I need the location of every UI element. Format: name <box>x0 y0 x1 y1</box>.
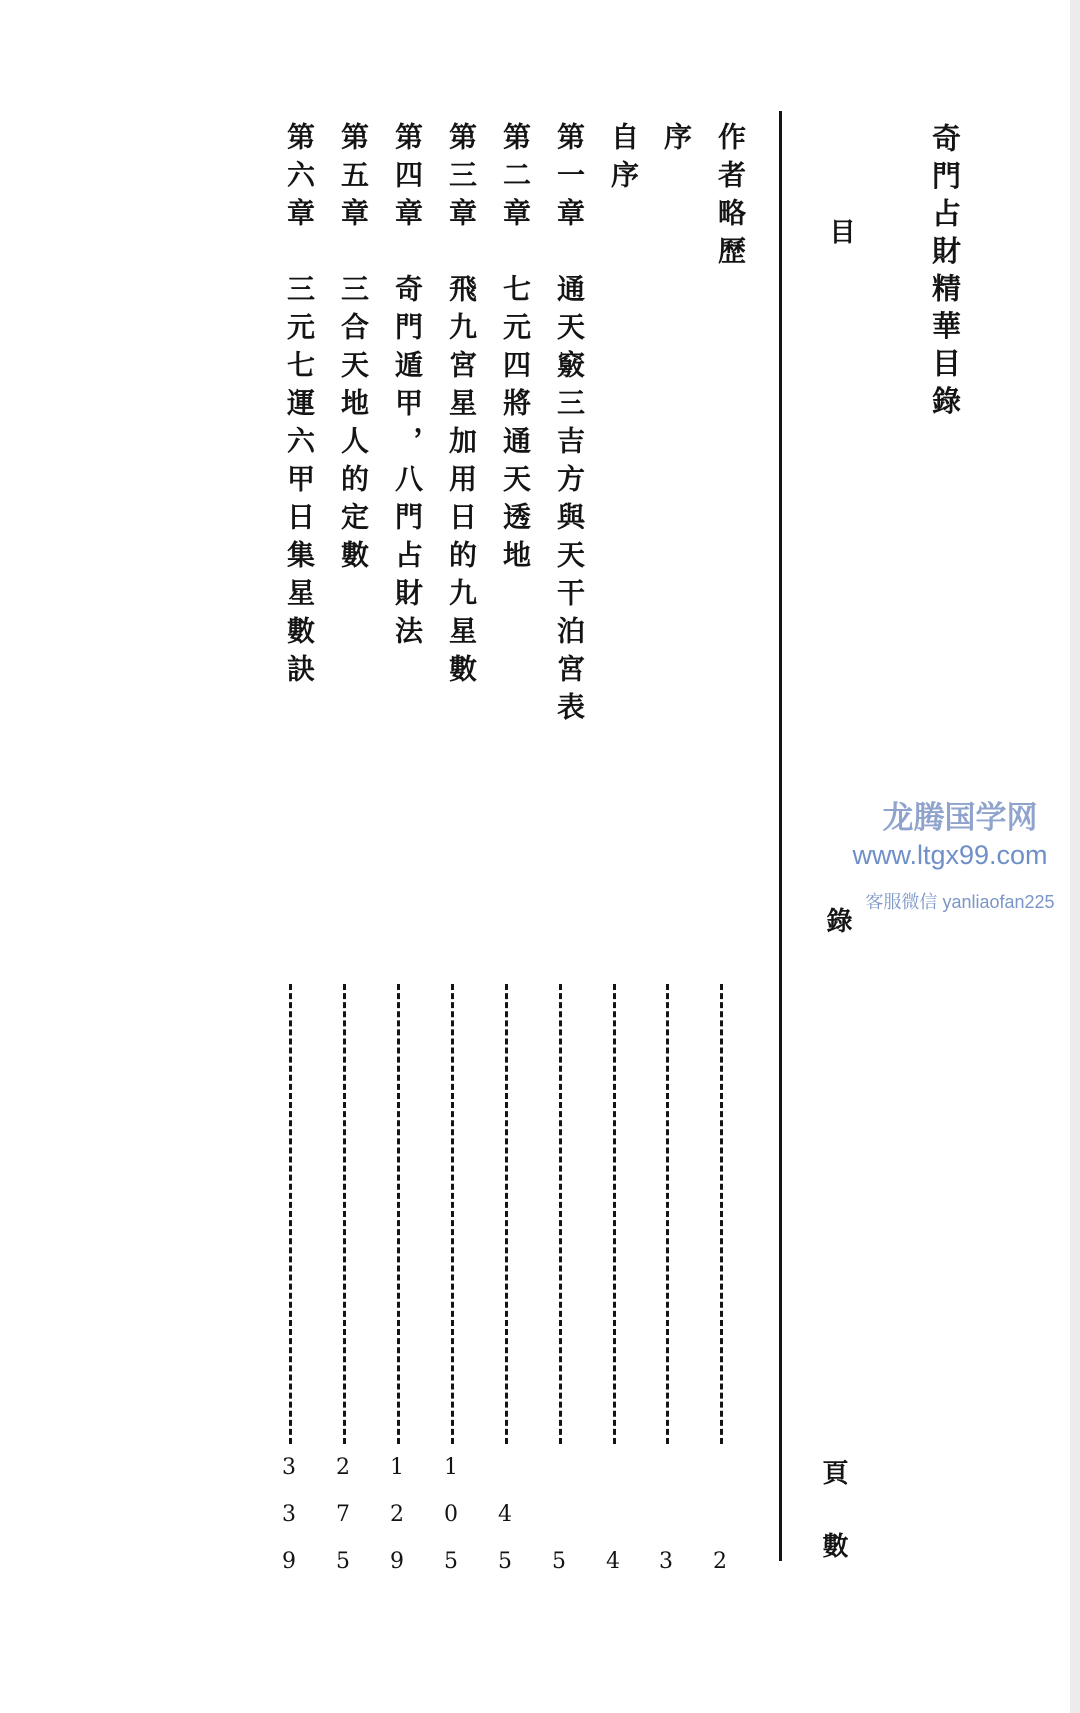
toc-entry-author-preface[interactable] <box>603 122 643 236</box>
entry-title: 七元四將通天透地 <box>499 274 532 578</box>
toc-entry-chapter-4[interactable] <box>387 122 427 654</box>
header-mu: 目 <box>825 218 855 244</box>
page-edge-shadow <box>1070 0 1080 1713</box>
toc-entry-preface[interactable] <box>656 122 696 198</box>
entry-label: 作者略歷 <box>714 122 747 274</box>
watermark-contact: 客服微信 yanliaofan225 <box>865 892 1055 912</box>
page-number: 1 0 5 <box>444 1455 458 1574</box>
leader-line <box>397 984 400 1444</box>
entry-title: 通天竅三吉方與天干泊宮表 <box>553 274 586 730</box>
entry-title: 三元七運六甲日集星數訣 <box>283 274 316 692</box>
entry-label: 第六章 <box>283 122 316 236</box>
entry-label: 第五章 <box>337 122 370 236</box>
page-number: 3 3 9 <box>282 1455 296 1574</box>
leader-line <box>720 984 723 1444</box>
toc-entry-chapter-2[interactable] <box>495 122 535 578</box>
leader-line <box>505 984 508 1444</box>
book-title: 奇門占財精華目錄 <box>928 123 962 423</box>
toc-entry-author-bio[interactable] <box>710 122 750 312</box>
entry-label: 序 <box>660 122 693 160</box>
leader-line <box>343 984 346 1444</box>
leader-line <box>559 984 562 1444</box>
toc-entry-chapter-5[interactable] <box>333 122 373 578</box>
toc-entry-chapter-6[interactable] <box>279 122 319 692</box>
leader-line <box>666 984 669 1444</box>
header-shu: 數 <box>818 1532 848 1558</box>
page-number: 1 2 9 <box>390 1455 404 1574</box>
watermark-url[interactable]: www.ltgx99.com <box>852 840 1048 870</box>
page-number: 3 <box>659 1549 673 1574</box>
entry-label: 自序 <box>607 122 640 198</box>
page-number: 4 5 <box>498 1502 512 1574</box>
leader-line <box>613 984 616 1444</box>
entry-title: 奇門遁甲，八門占財法 <box>391 274 424 654</box>
entry-title: 飛九宮星加用日的九星數 <box>445 274 478 692</box>
entry-label: 第二章 <box>499 122 532 236</box>
entry-label: 第四章 <box>391 122 424 236</box>
entry-title: 三合天地人的定數 <box>337 274 370 578</box>
header-ye: 頁 <box>818 1459 848 1485</box>
toc-entry-chapter-1[interactable] <box>549 122 589 730</box>
page-number: 4 <box>606 1549 620 1574</box>
page-number: 2 <box>713 1549 727 1574</box>
entry-label: 第三章 <box>445 122 478 236</box>
page-number: 2 7 5 <box>336 1455 350 1574</box>
leader-line <box>289 984 292 1444</box>
entry-label: 第一章 <box>553 122 586 236</box>
toc-entry-chapter-3[interactable] <box>441 122 481 692</box>
watermark-site-name: 龙腾国学网 <box>882 800 1038 835</box>
header-lu: 錄 <box>822 907 852 933</box>
page-number: 5 <box>552 1549 566 1574</box>
leader-line <box>451 984 454 1444</box>
vertical-rule <box>779 111 782 1561</box>
